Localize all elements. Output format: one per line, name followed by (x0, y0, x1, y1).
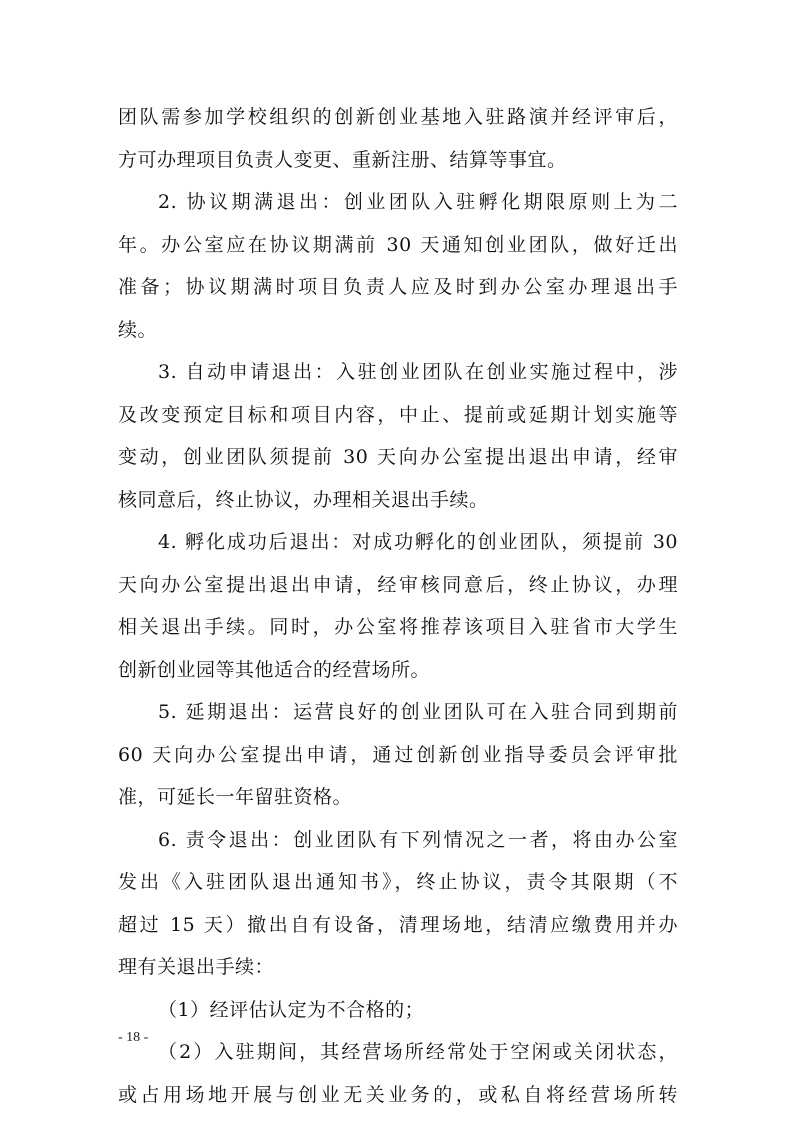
text-line: 准，可延长一年留驻资格。 (118, 786, 353, 808)
text-line: 变动，创业团队须提前 30 天向办公室提出退出申请，经审 (118, 446, 678, 468)
text-line: 发出《入驻团队退出通知书》，终止协议，责令其限期（不 (118, 871, 678, 893)
text-line: 年。办公室应在协议期满前 30 天通知创业团队，做好迁出 (118, 233, 678, 256)
sub-item-2-line: （2）入驻期间，其经营场所经常处于空闲或关闭状态， (158, 1041, 678, 1063)
text-line: 天向办公室提出退出申请，经审核同意后，终止协议，办理 (118, 573, 678, 596)
clause-6-heading-line: 6. 责令退出：创业团队有下列情况之一者，将由办公室 (158, 828, 678, 851)
text-line: 超过 15 天）撤出自有设备，清理场地，结清应缴费用并办 (118, 913, 678, 936)
text-line: 相关退出手续。同时，办公室将推荐该项目入驻省市大学生 (118, 616, 678, 638)
text-line: 及改变预定目标和项目内容，中止、提前或延期计划实施等 (118, 403, 678, 426)
text-line: 60 天向办公室提出申请，通过创新创业指导委员会评审批 (118, 743, 678, 766)
text-line: 续。 (118, 318, 158, 341)
text-line: 或占用场地开展与创业无关业务的，或私自将经营场所转 (118, 1083, 678, 1106)
text-line: 方可办理项目负责人变更、重新注册、结算等事宜。 (118, 148, 567, 171)
sub-item-1-line: （1）经评估认定为不合格的； (158, 998, 425, 1021)
clause-3-heading-line: 3. 自动申请退出：入驻创业团队在创业实施过程中，涉 (158, 361, 678, 383)
text-line: 理有关退出手续： (118, 956, 275, 978)
clause-4-heading-line: 4. 孵化成功后退出：对成功孵化的创业团队，须提前 30 (158, 531, 678, 553)
text-line: 核同意后，终止协议，办理相关退出手续。 (118, 488, 489, 511)
text-line: 团队需参加学校组织的创新创业基地入驻路演并经评审后， (118, 106, 678, 128)
document-body (118, 96, 678, 1116)
text-line: 创新创业园等其他适合的经营场所。 (118, 658, 431, 681)
clause-2-heading-line: 2. 协议期满退出：创业团队入驻孵化期限原则上为二 (158, 191, 678, 213)
page-number: - 18 - (118, 1030, 149, 1045)
clause-5-heading-line: 5. 延期退出：运营良好的创业团队可在入驻合同到期前 (158, 701, 678, 723)
text-line: 准备；协议期满时项目负责人应及时到办公室办理退出手 (118, 276, 678, 298)
